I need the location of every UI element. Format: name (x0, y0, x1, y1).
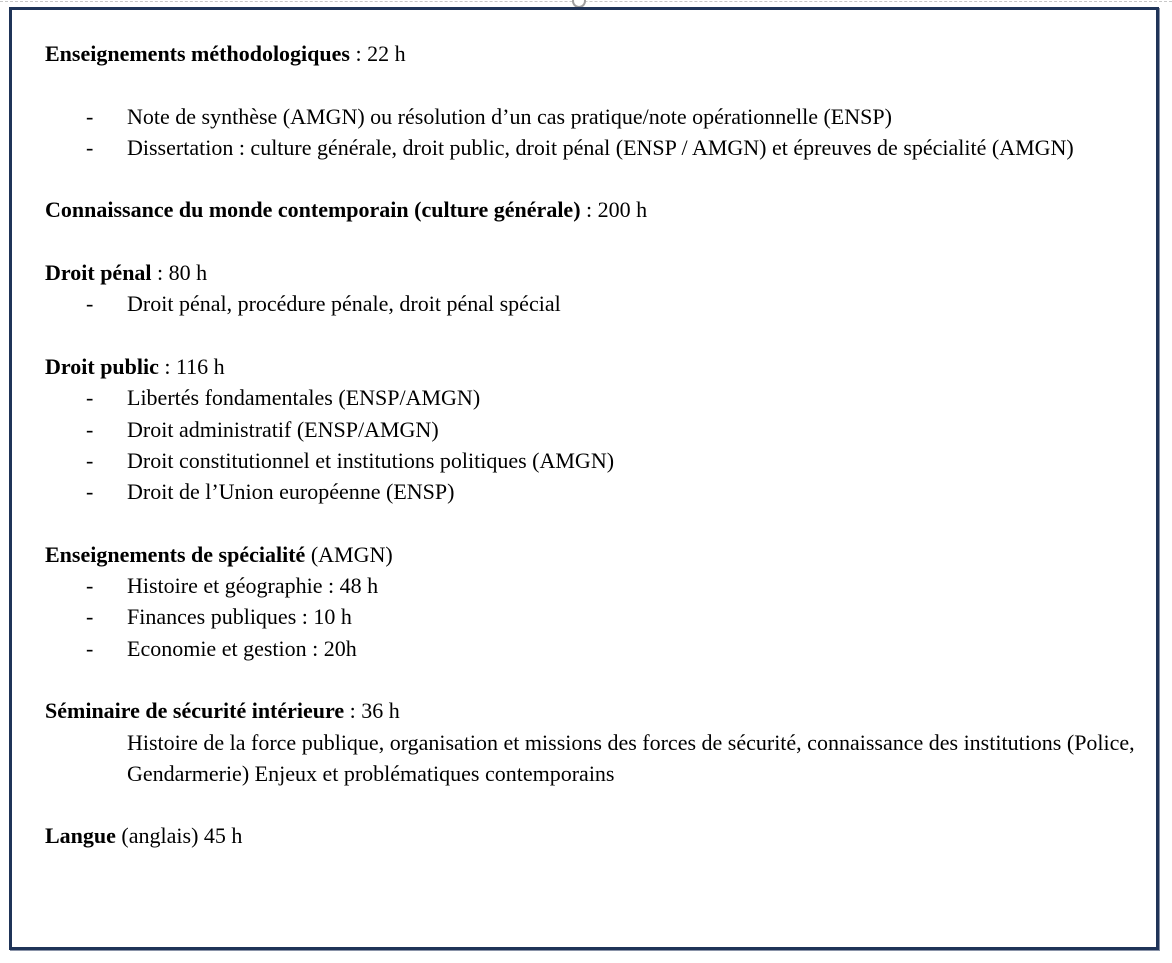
dash-bullet-icon: - (86, 385, 94, 411)
section-title: Enseignements méthodologiques (45, 41, 350, 66)
spacer (45, 664, 1136, 695)
list-item: - Droit administratif (ENSP/AMGN) (45, 414, 1136, 445)
section-title: Droit public (45, 353, 159, 379)
section-heading-seminaire (45, 695, 1136, 726)
section-heading-specialite (45, 539, 1136, 570)
bullet-list-droit-penal (45, 288, 1136, 319)
seminaire-description: Histoire de la force publique, organisation et missions des forces de sécurité, connaissance des institutions (Police, Gendarmerie) Enjeux et problématiques contemporains (127, 729, 1135, 786)
dash-bullet-icon: - (86, 447, 94, 473)
page-guide-line (0, 1, 1172, 2)
section-heading-droit-public (45, 351, 1136, 382)
section-title: Langue (45, 823, 116, 849)
list-item: - Libertés fondamentales (ENSP/AMGN) (45, 382, 1136, 413)
spacer (45, 163, 1136, 194)
text-box-frame[interactable] (9, 7, 1159, 950)
spacer (45, 789, 1136, 820)
dash-bullet-icon: - (86, 103, 94, 129)
dash-bullet-icon: - (86, 479, 94, 505)
dash-bullet-icon: - (86, 134, 94, 160)
bullet-list-specialite (45, 570, 1136, 664)
dash-bullet-icon: - (86, 573, 94, 599)
list-item: - Droit constitutionnel et institutions politiques (AMGN) (45, 445, 1136, 476)
section-title: Droit pénal (45, 260, 152, 286)
list-item: - Droit pénal, procédure pénale, droit pénal spécial (45, 288, 1136, 319)
spacer (45, 69, 1136, 100)
section-hours: : 200 h (580, 197, 648, 223)
list-item: - Economie et gestion : 20h (45, 633, 1136, 664)
section-heading-culture-generale (45, 194, 1136, 225)
dash-bullet-icon: - (86, 635, 94, 661)
spacer (45, 226, 1136, 257)
section-hours: (anglais) 45 h (115, 823, 243, 849)
dash-bullet-icon: - (86, 416, 94, 442)
bullet-list-droit-public (45, 382, 1136, 507)
spacer (45, 320, 1136, 351)
section-hours: : 22 h (349, 41, 406, 66)
list-item: - Histoire et géographie : 48 h (45, 570, 1136, 601)
text-box-content (45, 38, 1136, 852)
section-hours: : 116 h (158, 353, 225, 379)
section-title: Connaissance du monde contemporain (culture générale) (45, 197, 581, 223)
section-hours: : 36 h (344, 698, 400, 724)
section-title: Enseignements de spécialité (45, 541, 306, 567)
section-heading-langue (45, 820, 1136, 851)
dash-bullet-icon: - (86, 291, 94, 317)
list-item: - Droit de l’Union européenne (ENSP) (45, 476, 1136, 507)
list-item: - Note de synthèse (AMGN) ou résolution d’un cas pratique/note opérationnelle (ENSP) (45, 101, 1136, 132)
section-title: Séminaire de sécurité intérieure (45, 698, 345, 724)
dash-bullet-icon: - (86, 604, 94, 630)
section-heading-methodologiques (45, 38, 1136, 69)
section-hours: : 80 h (151, 260, 208, 286)
bullet-list-methodologiques (45, 101, 1136, 164)
list-item: - Finances publiques : 10 h (45, 601, 1136, 632)
section-heading-droit-penal (45, 257, 1136, 288)
spacer (45, 507, 1136, 538)
section-hours: (AMGN) (305, 541, 393, 567)
list-item: - Dissertation : culture générale, droit public, droit pénal (ENSP / AMGN) et épreuves de spécialité (AMGN) (45, 132, 1136, 163)
